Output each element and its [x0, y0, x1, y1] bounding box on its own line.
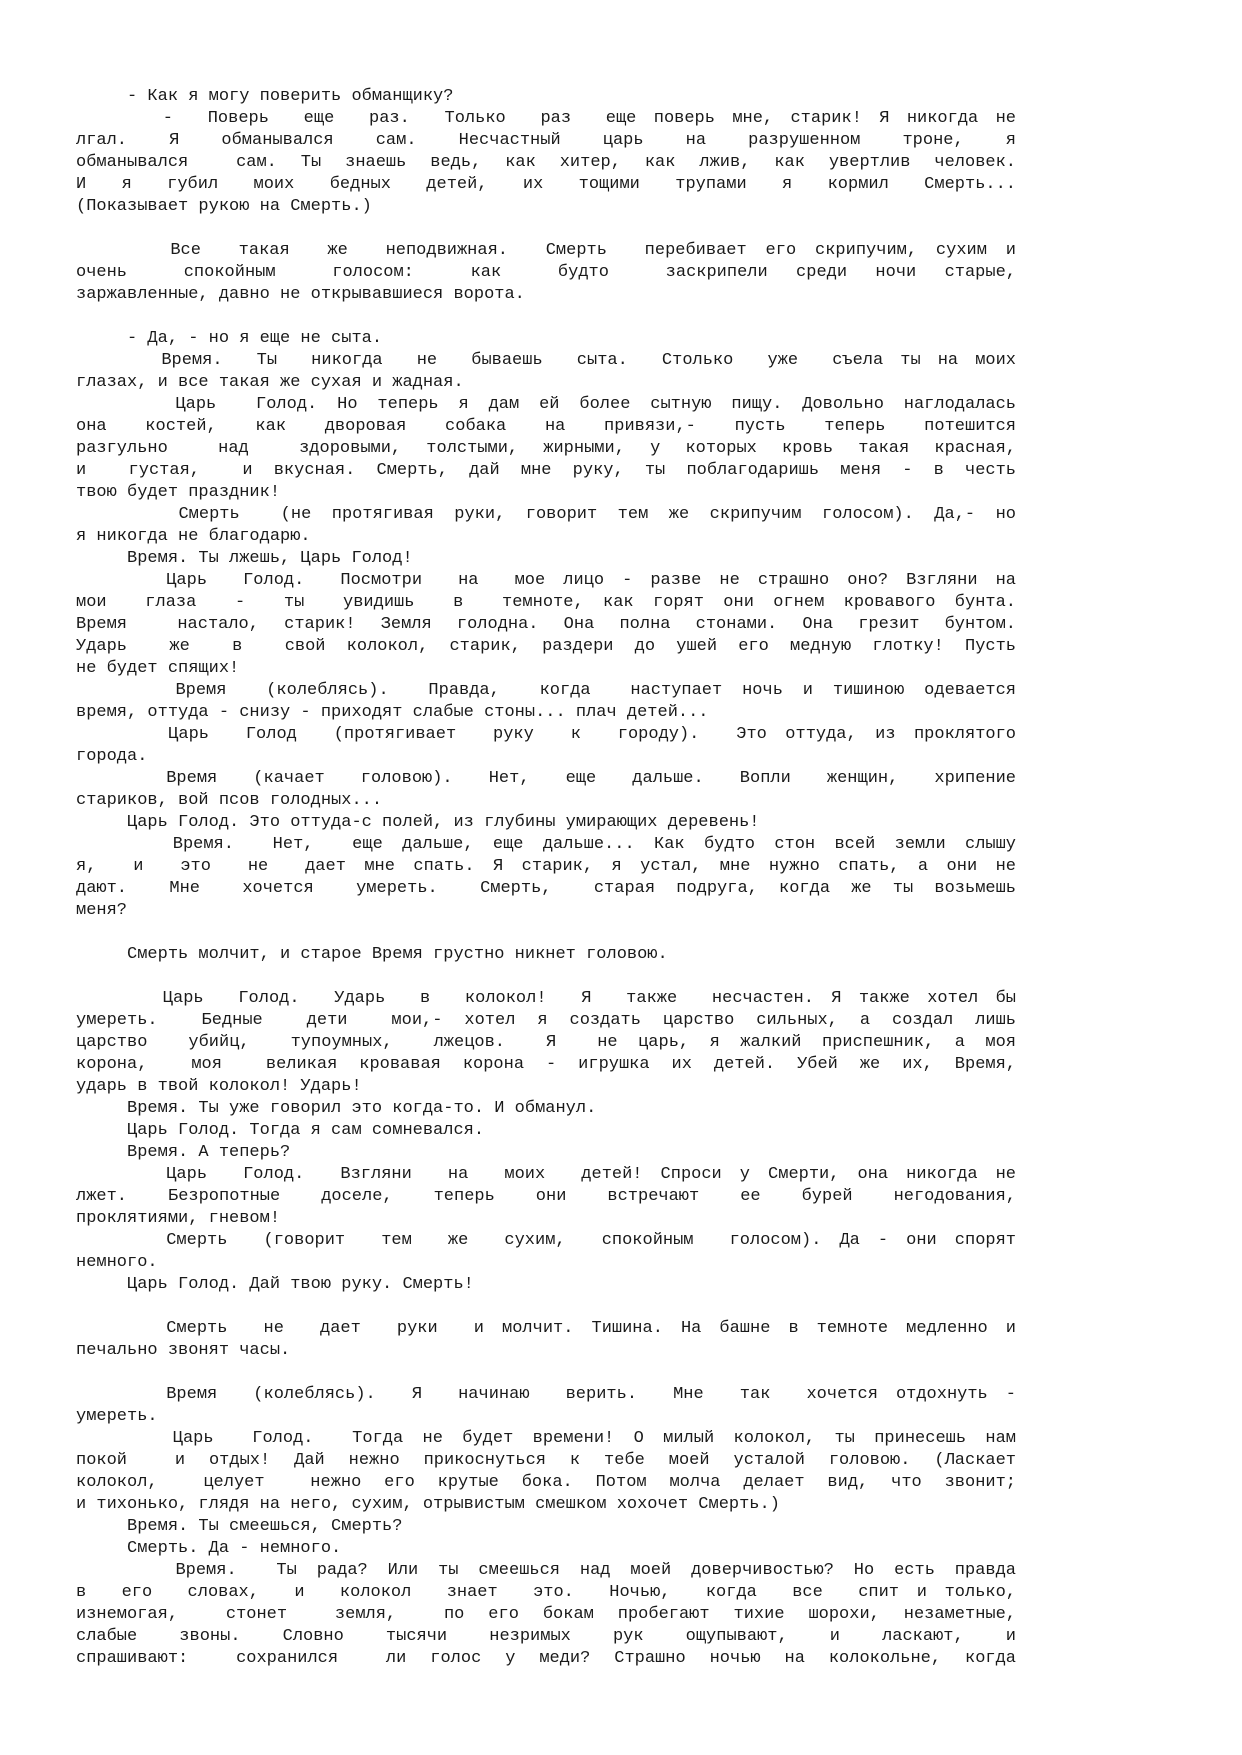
text-line: Время. Ты уже говорил это когда-то. И обманул.: [76, 1099, 597, 1118]
text-line: в его словах, и колокол знает это. Ночью, когда все спит и только,: [76, 1583, 1016, 1602]
text-line: немного.: [76, 1253, 158, 1272]
blank-line: [76, 306, 1016, 328]
text-line: Время. Ты рада? Или ты смеешься над моей доверчивостью? Но есть правда: [76, 1561, 1016, 1580]
text-line: разгульно над здоровыми, толстыми, жирными, у которых кровь такая красная,: [76, 439, 1016, 458]
text-line: не будет спящих!: [76, 659, 240, 678]
text-line: города.: [76, 747, 148, 766]
text-line: - Да, - но я еще не сыта.: [76, 329, 383, 348]
text-line: Царь Голод. Это оттуда-с полей, из глубины умирающих деревень!: [76, 813, 760, 832]
blank-line: [76, 1296, 1016, 1318]
blank-line: [76, 966, 1016, 988]
text-line: очень спокойным голосом: как будто заскрипели среди ночи старые,: [76, 263, 1016, 282]
text-line: (Показывает рукою на Смерть.): [76, 197, 372, 216]
text-line: Время. Ты смеешься, Смерть?: [76, 1517, 403, 1536]
text-line: она костей, как дворовая собака на привязи,- пусть теперь потешится: [76, 417, 1016, 436]
blank-line: [76, 922, 1016, 944]
text-line: Смерть (не протягивая руки, говорит тем же скрипучим голосом). Да,- но: [76, 505, 1016, 524]
text-line: ударь в твой колокол! Ударь!: [76, 1077, 362, 1096]
text-line: лжет. Безропотные доселе, теперь они встречают ее бурей негодования,: [76, 1187, 1016, 1206]
text-line: Время. А теперь?: [76, 1143, 291, 1162]
text-line: Смерть (говорит тем же сухим, спокойным голосом). Да - они спорят: [76, 1231, 1016, 1250]
text-line: Ударь же в свой колокол, старик, раздери до ушей его медную глотку! Пусть: [76, 637, 1016, 656]
text-line: твою будет праздник!: [76, 483, 281, 502]
text-line: корона, моя великая кровавая корона - игрушка их детей. Убей же их, Время,: [76, 1055, 1016, 1074]
text-line: Смерть. Да - немного.: [76, 1539, 342, 1558]
text-line: стариков, вой псов голодных...: [76, 791, 383, 810]
text-line: лгал. Я обманывался сам. Несчастный царь на разрушенном троне, я: [76, 131, 1016, 150]
text-line: Царь Голод. Взгляни на моих детей! Спроси у Смерти, она никогда не: [76, 1165, 1016, 1184]
text-line: И я губил моих бедных детей, их тощими трупами я кормил Смерть...: [76, 175, 1016, 194]
text-line: царство убийц, тупоумных, лжецов. Я не царь, я жалкий приспешник, а моя: [76, 1033, 1016, 1052]
text-line: Время (колеблясь). Я начинаю верить. Мне так хочется отдохнуть -: [76, 1385, 1016, 1404]
text-line: Время (колеблясь). Правда, когда наступает ночь и тишиною одевается: [76, 681, 1016, 700]
text-line: глазах, и все такая же сухая и жадная.: [76, 373, 464, 392]
text-line: слабые звоны. Словно тысячи незримых рук ощупывают, и ласкают, и: [76, 1627, 1016, 1646]
text-line: Время. Ты никогда не бываешь сыта. Столько уже съела ты на моих: [76, 351, 1016, 370]
text-line: Царь Голод. Тогда я сам сомневался.: [76, 1121, 485, 1140]
text-line: спрашивают: сохранился ли голос у меди? Страшно ночью на колокольне, когда: [76, 1649, 1016, 1668]
text-line: я, и это не дает мне спать. Я старик, я устал, мне нужно спать, а они не: [76, 857, 1016, 876]
text-line: Смерть не дает руки и молчит. Тишина. На башне в темноте медленно и: [76, 1319, 1016, 1338]
text-line: изнемогая, стонет земля, по его бокам пробегают тихие шорохи, незаметные,: [76, 1605, 1016, 1624]
text-line: дают. Мне хочется умереть. Смерть, старая подруга, когда же ты возьмешь: [76, 879, 1016, 898]
text-line: проклятиями, гневом!: [76, 1209, 281, 1228]
text-line: Смерть молчит, и старое Время грустно никнет головою.: [76, 945, 668, 964]
text-line: покой и отдых! Дай нежно прикоснуться к тебе моей усталой головою. (Ласкает: [76, 1451, 1016, 1470]
text-line: заржавленные, давно не открывавшиеся ворота.: [76, 285, 525, 304]
blank-line: [76, 218, 1016, 240]
text-line: - Как я могу поверить обманщику?: [76, 87, 454, 106]
text-line: обманывался сам. Ты знаешь ведь, как хитер, как лжив, как увертлив человек.: [76, 153, 1016, 172]
text-line: Все такая же неподвижная. Смерть перебивает его скрипучим, сухим и: [76, 241, 1016, 260]
text-line: Царь Голод. Тогда не будет времени! О милый колокол, ты принесешь нам: [76, 1429, 1016, 1448]
text-line: я никогда не благодарю.: [76, 527, 311, 546]
text-line: Время. Ты лжешь, Царь Голод!: [76, 549, 413, 568]
text-line: Царь Голод (протягивает руку к городу). Это оттуда, из проклятого: [76, 725, 1016, 744]
text-line: меня?: [76, 901, 128, 920]
document-text: [76, 86, 1016, 1670]
text-line: Царь Голод. Но теперь я дам ей более сытную пищу. Довольно наглодалась: [76, 395, 1016, 414]
text-line: Время. Нет, еще дальше, еще дальше... Как будто стон всей земли слышу: [76, 835, 1016, 854]
text-line: печально звонят часы.: [76, 1341, 291, 1360]
text-line: Время (качает головою). Нет, еще дальше. Вопли женщин, хрипение: [76, 769, 1016, 788]
text-line: мои глаза - ты увидишь в темноте, как горят они огнем кровавого бунта.: [76, 593, 1016, 612]
text-line: умереть.: [76, 1407, 158, 1426]
text-line: Царь Голод. Посмотри на мое лицо - разве не страшно оно? Взгляни на: [76, 571, 1016, 590]
text-line: Царь Голод. Ударь в колокол! Я также несчастен. Я также хотел бы: [76, 989, 1016, 1008]
text-line: и густая, и вкусная. Смерть, дай мне руку, ты поблагодаришь меня - в честь: [76, 461, 1016, 480]
text-line: - Поверь еще раз. Только раз еще поверь мне, старик! Я никогда не: [76, 109, 1016, 128]
text-line: время, оттуда - снизу - приходят слабые стоны... плач детей...: [76, 703, 709, 722]
text-line: умереть. Бедные дети мои,- хотел я создать царство сильных, а создал лишь: [76, 1011, 1016, 1030]
text-line: Время настало, старик! Земля голодна. Она полна стонами. Она грезит бунтом.: [76, 615, 1016, 634]
blank-line: [76, 1362, 1016, 1384]
text-line: и тихонько, глядя на него, сухим, отрывистым смешком хохочет Смерть.): [76, 1495, 780, 1514]
text-line: Царь Голод. Дай твою руку. Смерть!: [76, 1275, 474, 1294]
text-line: колокол, целует нежно его крутые бока. Потом молча делает вид, что звонит;: [76, 1473, 1016, 1492]
